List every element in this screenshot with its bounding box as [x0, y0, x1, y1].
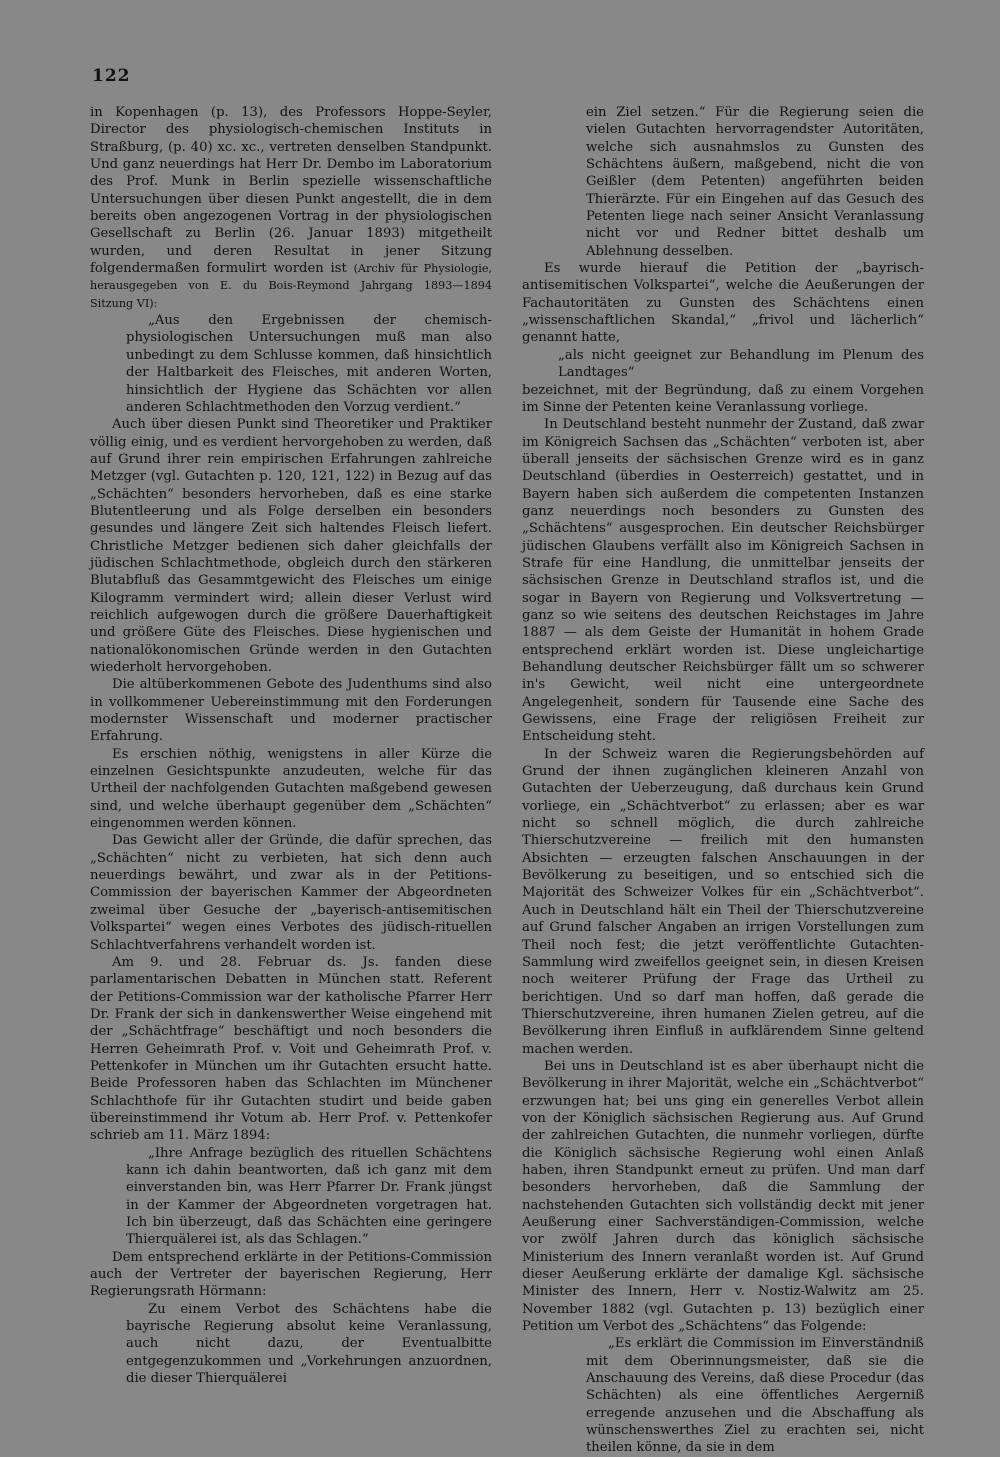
- left-column: [90, 104, 492, 1387]
- quote-text: Zu einem Verbot des Schächtens habe die bayrische Regierung absolut keine Veranlassung, auch nicht dazu, der Eventualbitte entgegenzukommen und „Vorkehrungen anzuordnen, die dieser Thierquälerei: [126, 1301, 492, 1387]
- quotation: [90, 1301, 492, 1388]
- paragraph: [90, 104, 492, 312]
- right-column: [522, 104, 924, 1457]
- quote-text: ein Ziel setzen.“ Für die Regierung seien die vielen Gutachten hervorragendster Autoritäten, welche sich ausnahmslos zu Gunsten des Schächtens äußern, maßgebend, nicht die von Geißler (dem Petenten) angeführten beiden Thierärzte. Für ein Eingehen auf das Gesuch des Petenten liege nach seiner Ansicht Veranlassung nicht vor und Redner bittet deshalb um Ablehnung desselben.: [586, 105, 924, 259]
- paragraph: Es erschien nöthig, wenigstens in aller Kürze die einzelnen Gesichtspunkte anzudeuten, welche für das Urtheil der nachfolgenden Gutachten maßgebend gewesen sind, und welche überhaupt gegenüber dem „Schächten“ eingenommen werden können.: [90, 746, 492, 832]
- quotation: [90, 312, 492, 416]
- quotation: [522, 347, 924, 382]
- paragraph: Die altüberkommenen Gebote des Judenthums sind also in vollkommener Uebereinstimmung mit den Forderungen modernster Wissenschaft und moderner practischer Erfahrung.: [90, 677, 492, 745]
- paragraph: Am 9. und 28. Februar ds. Js. fanden diese parlamentarischen Debatten in München statt. Referent der Petitions-Commission war der katholische Pfarrer Herr Dr. Frank der sich in dankenswerther Weise eingehend mit der „Schächtfrage“ beschäftigt und noch besonders die Herren Geheimrath Prof. v. Voit und Geheimrath Prof. v. Pettenkofer in München um ihr Gutachten ersucht hatte. Beide Professoren haben das Schlachten im Münchener Schlachthofe für ihr Gutachten studirt und beide gaben übereinstimmend ihr Votum ab. Herr Prof. v. Pettenkofer schrieb am 11. März 1894:: [90, 954, 492, 1144]
- quotation: [90, 1145, 492, 1249]
- quotation-continued: [522, 104, 924, 260]
- paragraph: Dem entsprechend erklärte in der Petitions-Commission auch der Vertreter der bayerischen Regierung, Herr Regierungsrath Hörmann:: [90, 1249, 492, 1300]
- paragraph: Es wurde hierauf die Petition der „bayrisch-antisemitischen Volkspartei“, welche die Aeußerungen der Fachautoritäten zu Gunsten des Schächtens einen „wissenschaftlichen Skandal,“ „frivol und lächerlich“ genannt hatte,: [522, 261, 924, 346]
- paragraph: bezeichnet, mit der Begründung, daß zu einem Vorgehen im Sinne der Petenten keine Veranlassung vorliege.: [522, 382, 924, 415]
- paragraph: In der Schweiz waren die Regierungsbehörden auf Grund der ihnen zugänglichen kleineren Anzahl von Gutachten der Ueberzeugung, daß durchaus kein Grund vorliege, ein „Schächtverbot“ zu erlassen; aber es war nicht so schnell möglich, die durch zahlreiche Thierschutzvereine — freilich mit den humansten Absichten — erzeugten falschen Anschauungen in der Bevölkerung zu beseitigen, und so entschied sich die Majorität des Schweizer Volkes für ein „Schächtverbot“. Auch in Deutschland hält ein Theil der Thierschutzvereine auf Grund falscher Angaben an irrigen Vorstellungen zum Theil noch fest; die jetzt veröffentlichte Gutachten-Sammlung wird zweifellos geeignet sein, in diesen Kreisen noch weiterer Prüfung der Frage das Urtheil zu berichtigen. Und so darf man hoffen, daß gerade die Thierschutzvereine, ihren humanen Zielen getreu, auf die Bevölkerung ihren Einfluß in aufklärendem Sinne geltend machen werden.: [522, 746, 924, 1057]
- paragraph: Das Gewicht aller der Gründe, die dafür sprechen, das „Schächten“ nicht zu verbieten, hat sich denn auch neuerdings bewährt, und zwar als in der Petitions-Commission der bayerischen Kammer der Abgeordneten zweimal über Gesuche der „bayerisch-antisemitischen Volkspartei“ wegen eines Verbotes des jüdisch-rituellen Schlachtverfahrens verhandelt worden ist.: [90, 833, 492, 953]
- citation: (Archiv für Physiologie, herausgegeben von E. du Bois-Reymond Jahrgang 1893—1894 Sitzung VI):: [90, 262, 492, 310]
- paragraph: Auch über diesen Punkt sind Theoretiker und Praktiker völlig einig, und es verdient hervorgehoben zu werden, daß auf Grund ihrer rein empirischen Erfahrungen zahlreiche Metzger (vgl. Gutachten p. 120, 121, 122) in Bezug auf das „Schächten“ besonders hervorheben, daß es eine starke Blutentleerung und als Folge derselben ein besonders gesundes und längere Zeit sich haltendes Fleisch liefert. Christliche Metzger bedienen sich daher gleichfalls der jüdischen Schlachtmethode, obgleich durch den stärkeren Blutabfluß das Gesammtgewicht des Fleisches um einige Kilogramm vermindert wird; allein dieser Verlust wird reichlich aufgewogen durch die größere Dauerhaftigkeit und größere Güte des Fleisches. Diese hygienischen und nationalökonomischen Gründe werden in den Gutachten wiederholt hervorgehoben.: [90, 417, 492, 675]
- quote-text: „Aus den Ergebnissen der chemisch-physiologischen Untersuchungen muß man also unbedingt zu dem Schlusse kommen, daß hinsichtlich der Haltbarkeit des Fleisches, mit anderen Worten, hinsichtlich der Hygiene das Schächten vor allen anderen Schlachtmethoden den Vorzug verdient.“: [126, 313, 492, 415]
- paragraph: Bei uns in Deutschland ist es aber überhaupt nicht die Bevölkerung in ihrer Majorität, welche ein „Schächtverbot“ erzwungen hat; bei uns ging ein generelles Verbot allein von der Königlich sächsischen Regierung aus. Auf Grund der zahlreichen Gutachten, die nunmehr vorliegen, dürfte die Königlich sächsische Regierung wohl einen Anlaß haben, ihren Standpunkt erneut zu prüfen. Und man darf besonders hervorheben, daß die Sammlung der nachstehenden Gutachten sich vollständig deckt mit jener Aeußerung einer Sachverständigen-Commission, welche vor zwölf Jahren durch das königlich sächsische Ministerium des Innern veranlaßt worden ist. Auf Grund dieser Aeußerung erklärte der damalige Kgl. sächsische Minister des Innern, Herr v. Nostiz-Walwitz am 25. November 1882 (vgl. Gutachten p. 13) bezüglich einer Petition um Verbot des „Schächtens“ das Folgende:: [522, 1058, 924, 1335]
- paragraph-text: in Kopenhagen (p. 13), des Professors Hoppe-Seyler, Director des physiologisch-chemischen Instituts in Straßburg, (p. 40) xc. xc., vertreten denselben Standpunkt. Und ganz neuerdings hat Herr Dr. Dembo im Laboratorium des Prof. Munk in Berlin spezielle wissenschaftliche Untersuchungen über diesen Punkt angestellt, die in dem bereits oben angezogenen Vortrag in der physiologischen Gesellschaft zu Berlin (26. Januar 1893) mitgetheilt wurden, und deren Resultat in jener Sitzung folgendermaßen formulirt worden ist: [90, 105, 492, 277]
- quotation: [522, 1335, 924, 1456]
- paragraph: In Deutschland besteht nunmehr der Zustand, daß zwar im Königreich Sachsen das „Schächten“ verboten ist, aber überall jenseits der sächsischen Grenze wird es in ganz Deutschland (überdies in Oesterreich) gestattet, und in Bayern haben sich außerdem die competenten Instanzen ganz neuerdings noch besonders zu Gunsten des „Schächtens“ ausgesprochen. Ein deutscher Reichsbürger jüdischen Glaubens verfällt also im Königreich Sachsen in Strafe für eine Handlung, die unmittelbar jenseits der sächsischen Grenze in Deutschland straflos ist, und die sogar in Bayern von Regierung und Volksvertretung — ganz so wie seitens des deutschen Reichstages im Jahre 1887 — als dem Geiste der Humanität in hohem Grade entsprechend erklärt worden ist. Diese ungleichartige Behandlung deutscher Reichsbürger fällt um so schwerer in's Gewicht, weil nicht eine untergeordnete Angelegenheit, sondern für Tausende eine Sache des Gewissens, eine Frage der religiösen Freiheit zur Entscheidung steht.: [522, 417, 924, 745]
- page-number: 122: [92, 66, 131, 86]
- quote-text: „als nicht geeignet zur Behandlung im Plenum des Landtages“: [558, 347, 924, 381]
- quote-text: „Ihre Anfrage bezüglich des rituellen Schächtens kann ich dahin beantworten, daß ich ganz mit dem einverstanden bin, was Herr Pfarrer Dr. Frank jüngst in der Kammer der Abgeordneten vorgetragen hat. Ich bin überzeugt, daß das Schächten eine geringere Thierquälerei ist, als das Schlagen.“: [126, 1145, 492, 1248]
- quote-text: „Es erklärt die Commission im Einverständniß mit dem Oberinnungsmeister, daß sie die Anschauung des Vereins, daß diese Procedur (das Schächten) als eine öffentliches Aergerniß erregende anzusehen und die Abschaffung als wünschenswerthes Ziel zu erachten sei, nicht theilen könne, da sie in dem: [586, 1336, 924, 1456]
